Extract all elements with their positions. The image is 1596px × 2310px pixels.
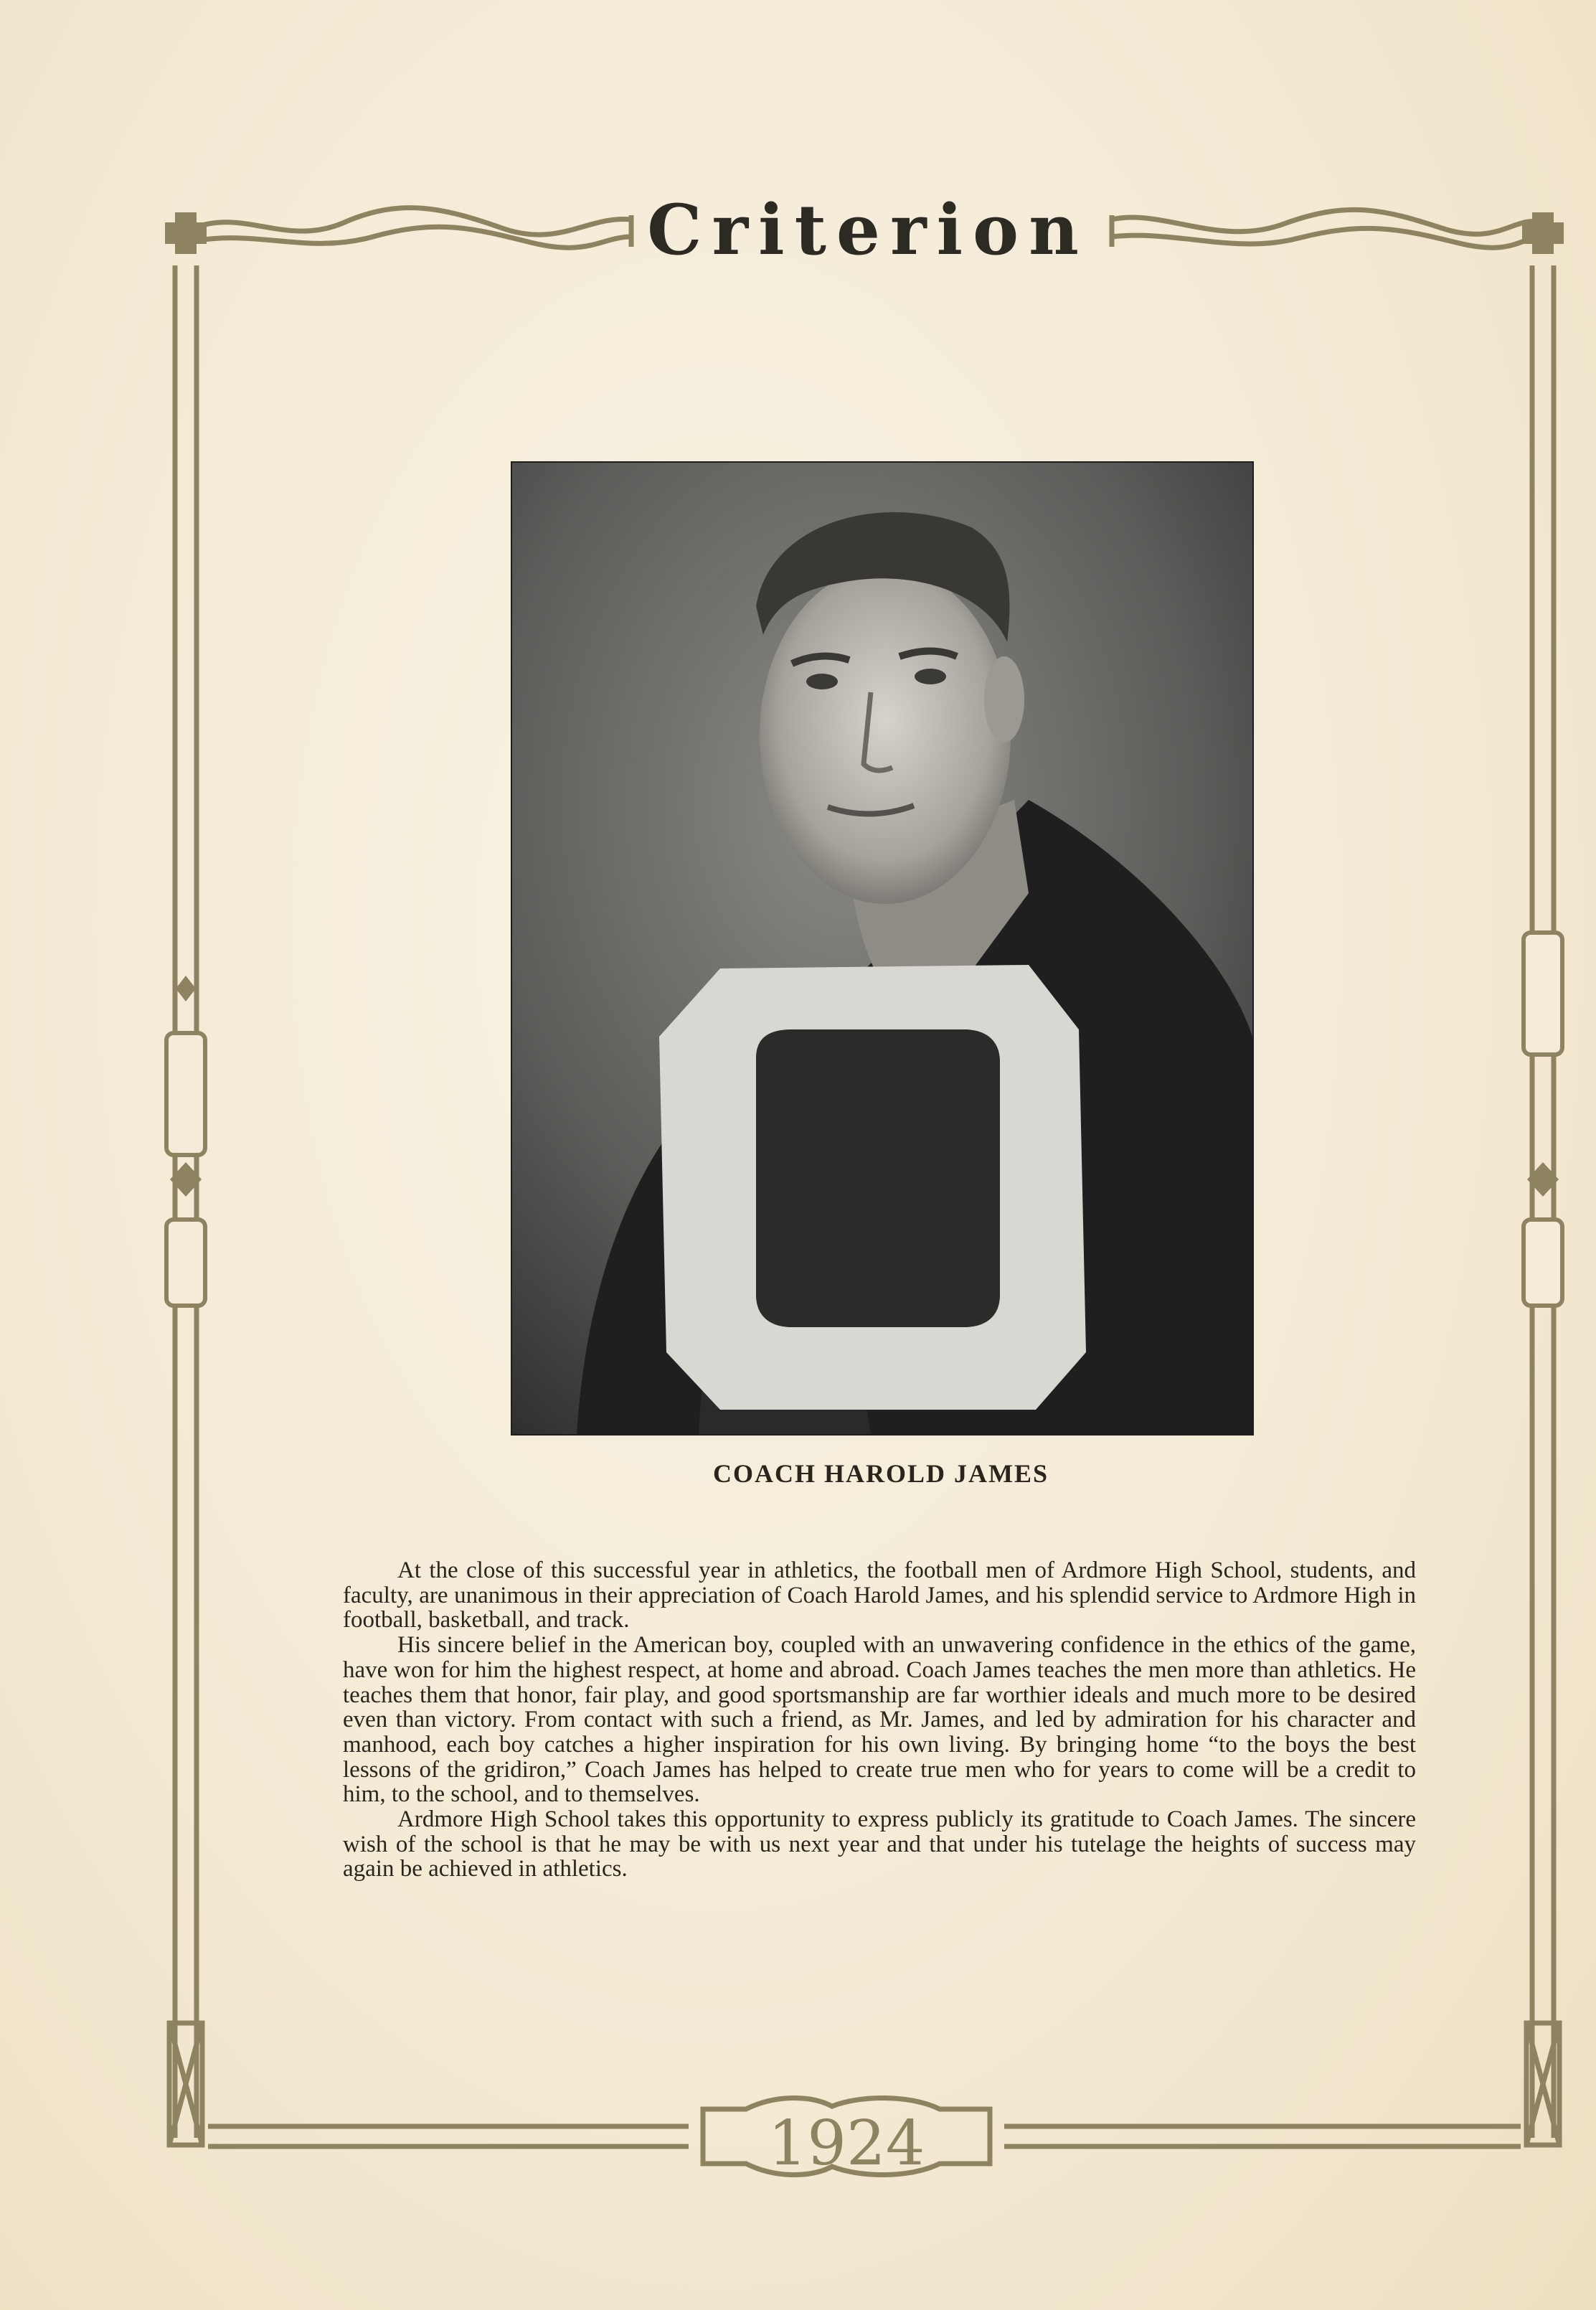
photo-caption: COACH HAROLD JAMES (712, 1459, 1049, 1488)
article-paragraph: At the close of this successful year in athletics, the football men of Ardmore High School, students, and faculty, are unanimous in their appreciation of Coach Harold James, and his splendid service to Ardmore High in football, basketball, and track. (343, 1557, 1416, 1634)
yearbook-title: Criterion (647, 189, 1089, 270)
portrait-image (512, 463, 1252, 1434)
yearbook-year: 1924 (768, 2108, 925, 2179)
article-body (343, 1558, 1416, 1882)
article-paragraph: His sincere belief in the American boy, coupled with an unwavering confidence in the ethics of the game, have won for him the highest respect, at home and abroad. Coach James teaches the men more than athletics. He teaches them that honor, fair play, and good sportsmanship are far worthier ideals and much more to be desired even than victory. From contact with such a friend, as Mr. James, and led by admiration for his character and manhood, each boy catches a higher inspiration for his own living. By bringing home “to the boys the best lessons of the gridiron,” Coach James has helped to create true men who for years to come will be a credit to him, to the school, and to themselves. (343, 1632, 1416, 1808)
article-paragraph: Ardmore High School takes this opportunity to express publicly its gratitude to Coach James. The sincere wish of the school is that he may be with us next year and that under his tutelage the heights of success may again be achieved in athletics. (343, 1806, 1416, 1882)
coach-portrait-photo (511, 461, 1254, 1436)
